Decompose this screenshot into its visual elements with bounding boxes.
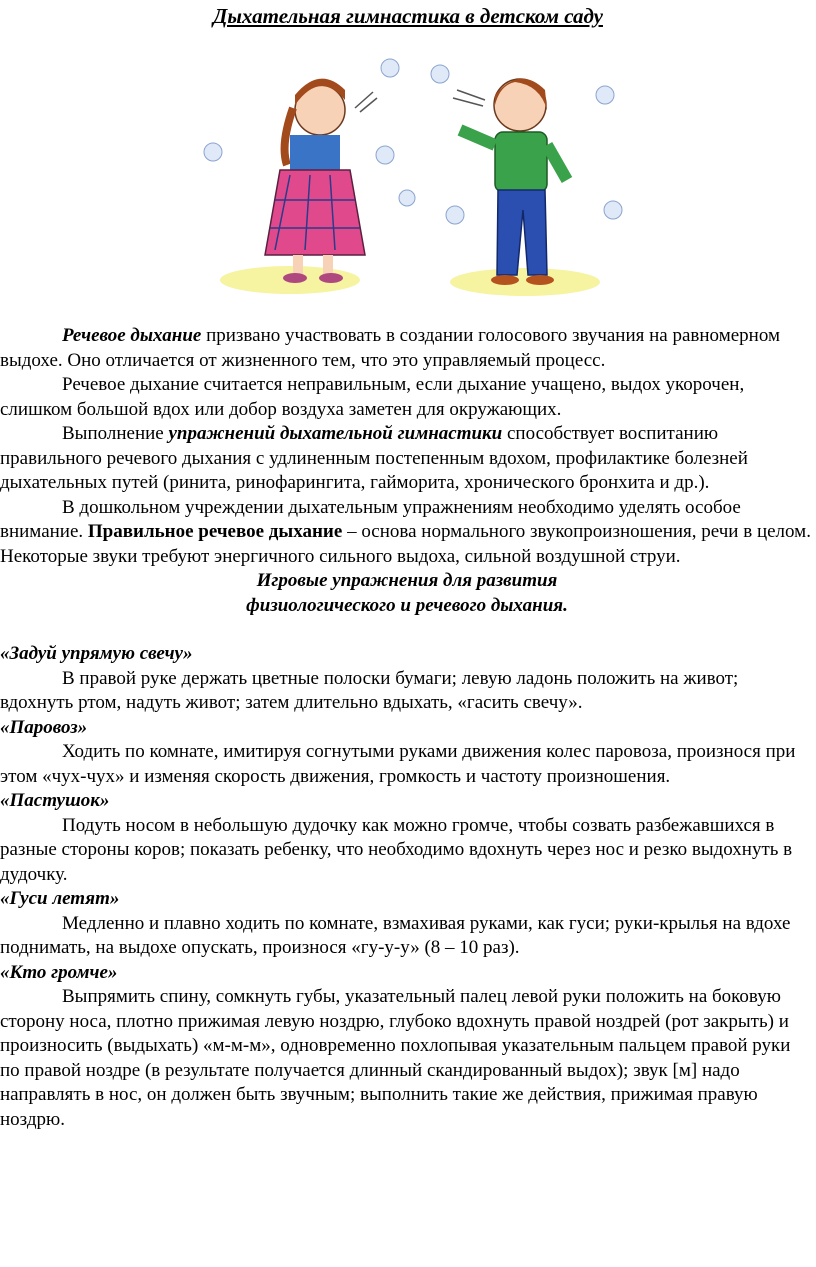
section-title-line-1: Игровые упражнения для развития [256,570,558,591]
boy-figure [460,79,567,285]
intro-paragraph-2: Речевое дыхание считается неправильным, если дыхание учащено, выдох укорочен, слишком большой вдох или добор воздуха заметен для окружающих. [0,374,745,420]
girl-figure [265,79,365,283]
intro-paragraph-1 [0,324,814,373]
exercise-text: Ходить по комнате, имитируя согнутыми руками движения колес паровоза, произнося при этом «чух-чух» и изменяя скорость движения, громкость и частоту произношения. [0,741,796,787]
exercise-text: Медленно и плавно ходить по комнате, взмахивая руками, как гуси; руки-крылья на вдохе поднимать, на выдохе опускать, произнося «гу-у-у» (8 – 10 раз). [0,912,791,958]
speech-breathing-term: Речевое дыхание [62,325,202,346]
intro-paragraph-3-a: Выполнение [62,423,169,444]
correct-breathing-term: Правильное речевое дыхание [87,521,343,542]
intro-paragraph-4-a: В дошкольном учреждении дыхательным упражнениям необходимо уделять особое внимание. [0,496,741,542]
exercise-title: «Задуй упрямую свечу» [0,643,193,664]
exercise-text: Выпрямить спину, сомкнуть губы, указательный палец левой руки положить на боковую сторону носа, плотно прижимая левую ноздрю, глубоко вдохнуть правой ноздрей (рот закрыть) и произносить (выдыхать) «м-м-м», одновременно похлопывая указательным пальцем правой руки по правой ноздре (в результате получается длинный скандированный выдох); звук [м] надо направлять в нос, он должен быть звучным; выполнить такие же действия, прижимая правую ноздрю. [0,986,791,1130]
intro-paragraph-1-text: призвано участвовать в создании голосового звучания на равномерном выдохе. Оно отличается от жизненного тем, что это управляемый процесс. [0,325,780,371]
intro-section [0,324,814,1132]
exercise-title: «Паровоз» [0,716,88,738]
intro-paragraph-3 [0,422,814,496]
page-title: Дыхательная гимнастика в детском саду [213,4,603,28]
intro-paragraph-4-c: – основа нормального звукопроизношения, речи в целом. Некоторые звуки требуют энергичного сильного выдоха, сильной воздушной струи. [0,521,811,567]
exercise-text: В правой руке держать цветные полоски бумаги; левую ладонь положить на живот; вдохнуть ртом, надуть живот; затем длительно вдыхать, «гасить свечу». [0,667,739,713]
intro-paragraph-3-b: способствует воспитанию правильного речевого дыхания с удлиненным постепенным вдохом, профилактике болезней дыхательных путей (ринита, ринофарингита, гайморита, хронического бронхита и др.). [0,423,748,493]
exercise-title: «Гуси летят» [0,888,120,909]
exercise-text: Подуть носом в небольшую дудочку как можно громче, чтобы созвать разбежавшихся в разные стороны коров; показать ребенку, что необходимо вдохнуть через нос и резко выдохнуть в дудочку. [0,814,793,885]
children-blowing-illustration [195,50,635,310]
gymnastics-term: упражнений дыхательной гимнастики [168,423,503,444]
exercise-title: «Кто громче» [0,961,118,983]
section-title-line-2: физиологического и речевого дыхания. [246,594,568,616]
intro-paragraph-4 [0,496,814,570]
exercise-title: «Пастушок» [0,790,110,811]
